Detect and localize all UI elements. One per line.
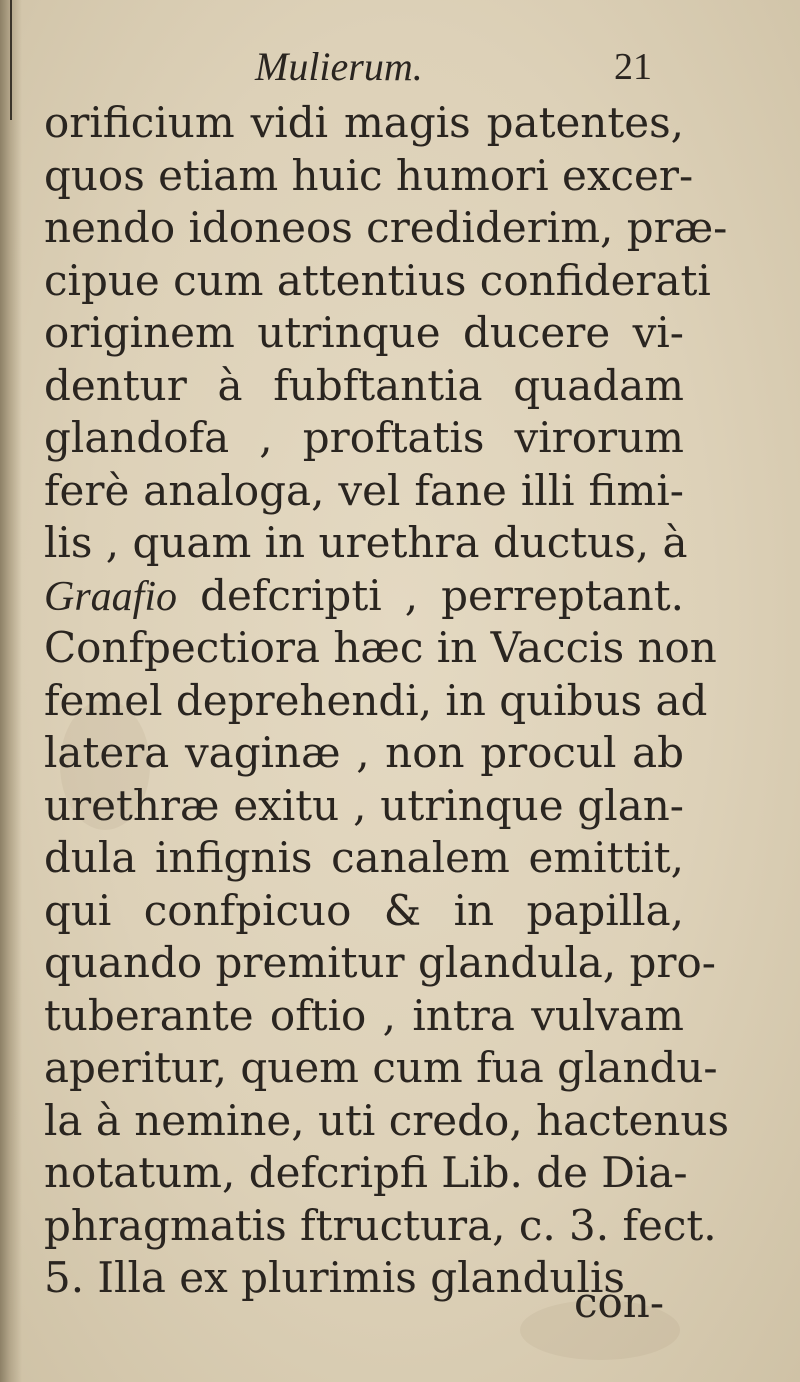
- text-line: 5. Illa ex plurimis glandulis: [44, 1253, 625, 1302]
- text-line: femel deprehendi, in quibus ad: [44, 675, 708, 725]
- running-head: Mulierum.: [255, 44, 423, 89]
- text-line: Graafio defcripti , perreptant.: [44, 570, 684, 620]
- text-line: urethræ exitu , utrinque glan-: [44, 780, 684, 830]
- text-line: ferè analoga, vel fane illi fimi-: [44, 465, 684, 515]
- text-line: latera vaginæ , non procul ab: [44, 728, 684, 777]
- text-line: notatum, defcripfi Lib. de Dia-: [44, 1148, 688, 1197]
- text-line: tuberante oftio , intra vulvam: [44, 990, 684, 1040]
- text-line: glandofa , proftatis virorum: [44, 413, 684, 462]
- text-line: aperitur, quem cum fua glandu-: [44, 1043, 718, 1092]
- italic-name: Graafio: [44, 573, 178, 620]
- text-line: dentur à fubftantia quadam: [44, 360, 684, 410]
- text-line: phragmatis ftructura, c. 3. fect.: [44, 1200, 717, 1250]
- page-header: [0, 44, 800, 90]
- text-line: cipue cum attentius confiderati: [44, 255, 711, 305]
- text-line: la à nemine, uti credo, hactenus: [44, 1095, 730, 1145]
- text-line: nendo idoneos crediderim, præ-: [44, 203, 728, 252]
- text-line: originem utrinque ducere vi-: [44, 308, 684, 357]
- text-line: quando premitur glandula, pro-: [44, 938, 716, 987]
- catchword: con-: [574, 1278, 665, 1327]
- text-line: qui confpicuo & in papilla,: [44, 885, 684, 935]
- text-line: orificium vidi magis patentes,: [44, 98, 684, 147]
- text-line: dula infignis canalem emittit,: [44, 833, 684, 882]
- text-line: Confpectiora hæc in Vaccis non: [44, 623, 717, 672]
- text-line: quos etiam huic humori excer-: [44, 150, 694, 200]
- text-line: lis , quam in urethra ductus, à: [44, 518, 688, 567]
- body-text: [44, 97, 730, 1305]
- page-number: 21: [614, 46, 652, 88]
